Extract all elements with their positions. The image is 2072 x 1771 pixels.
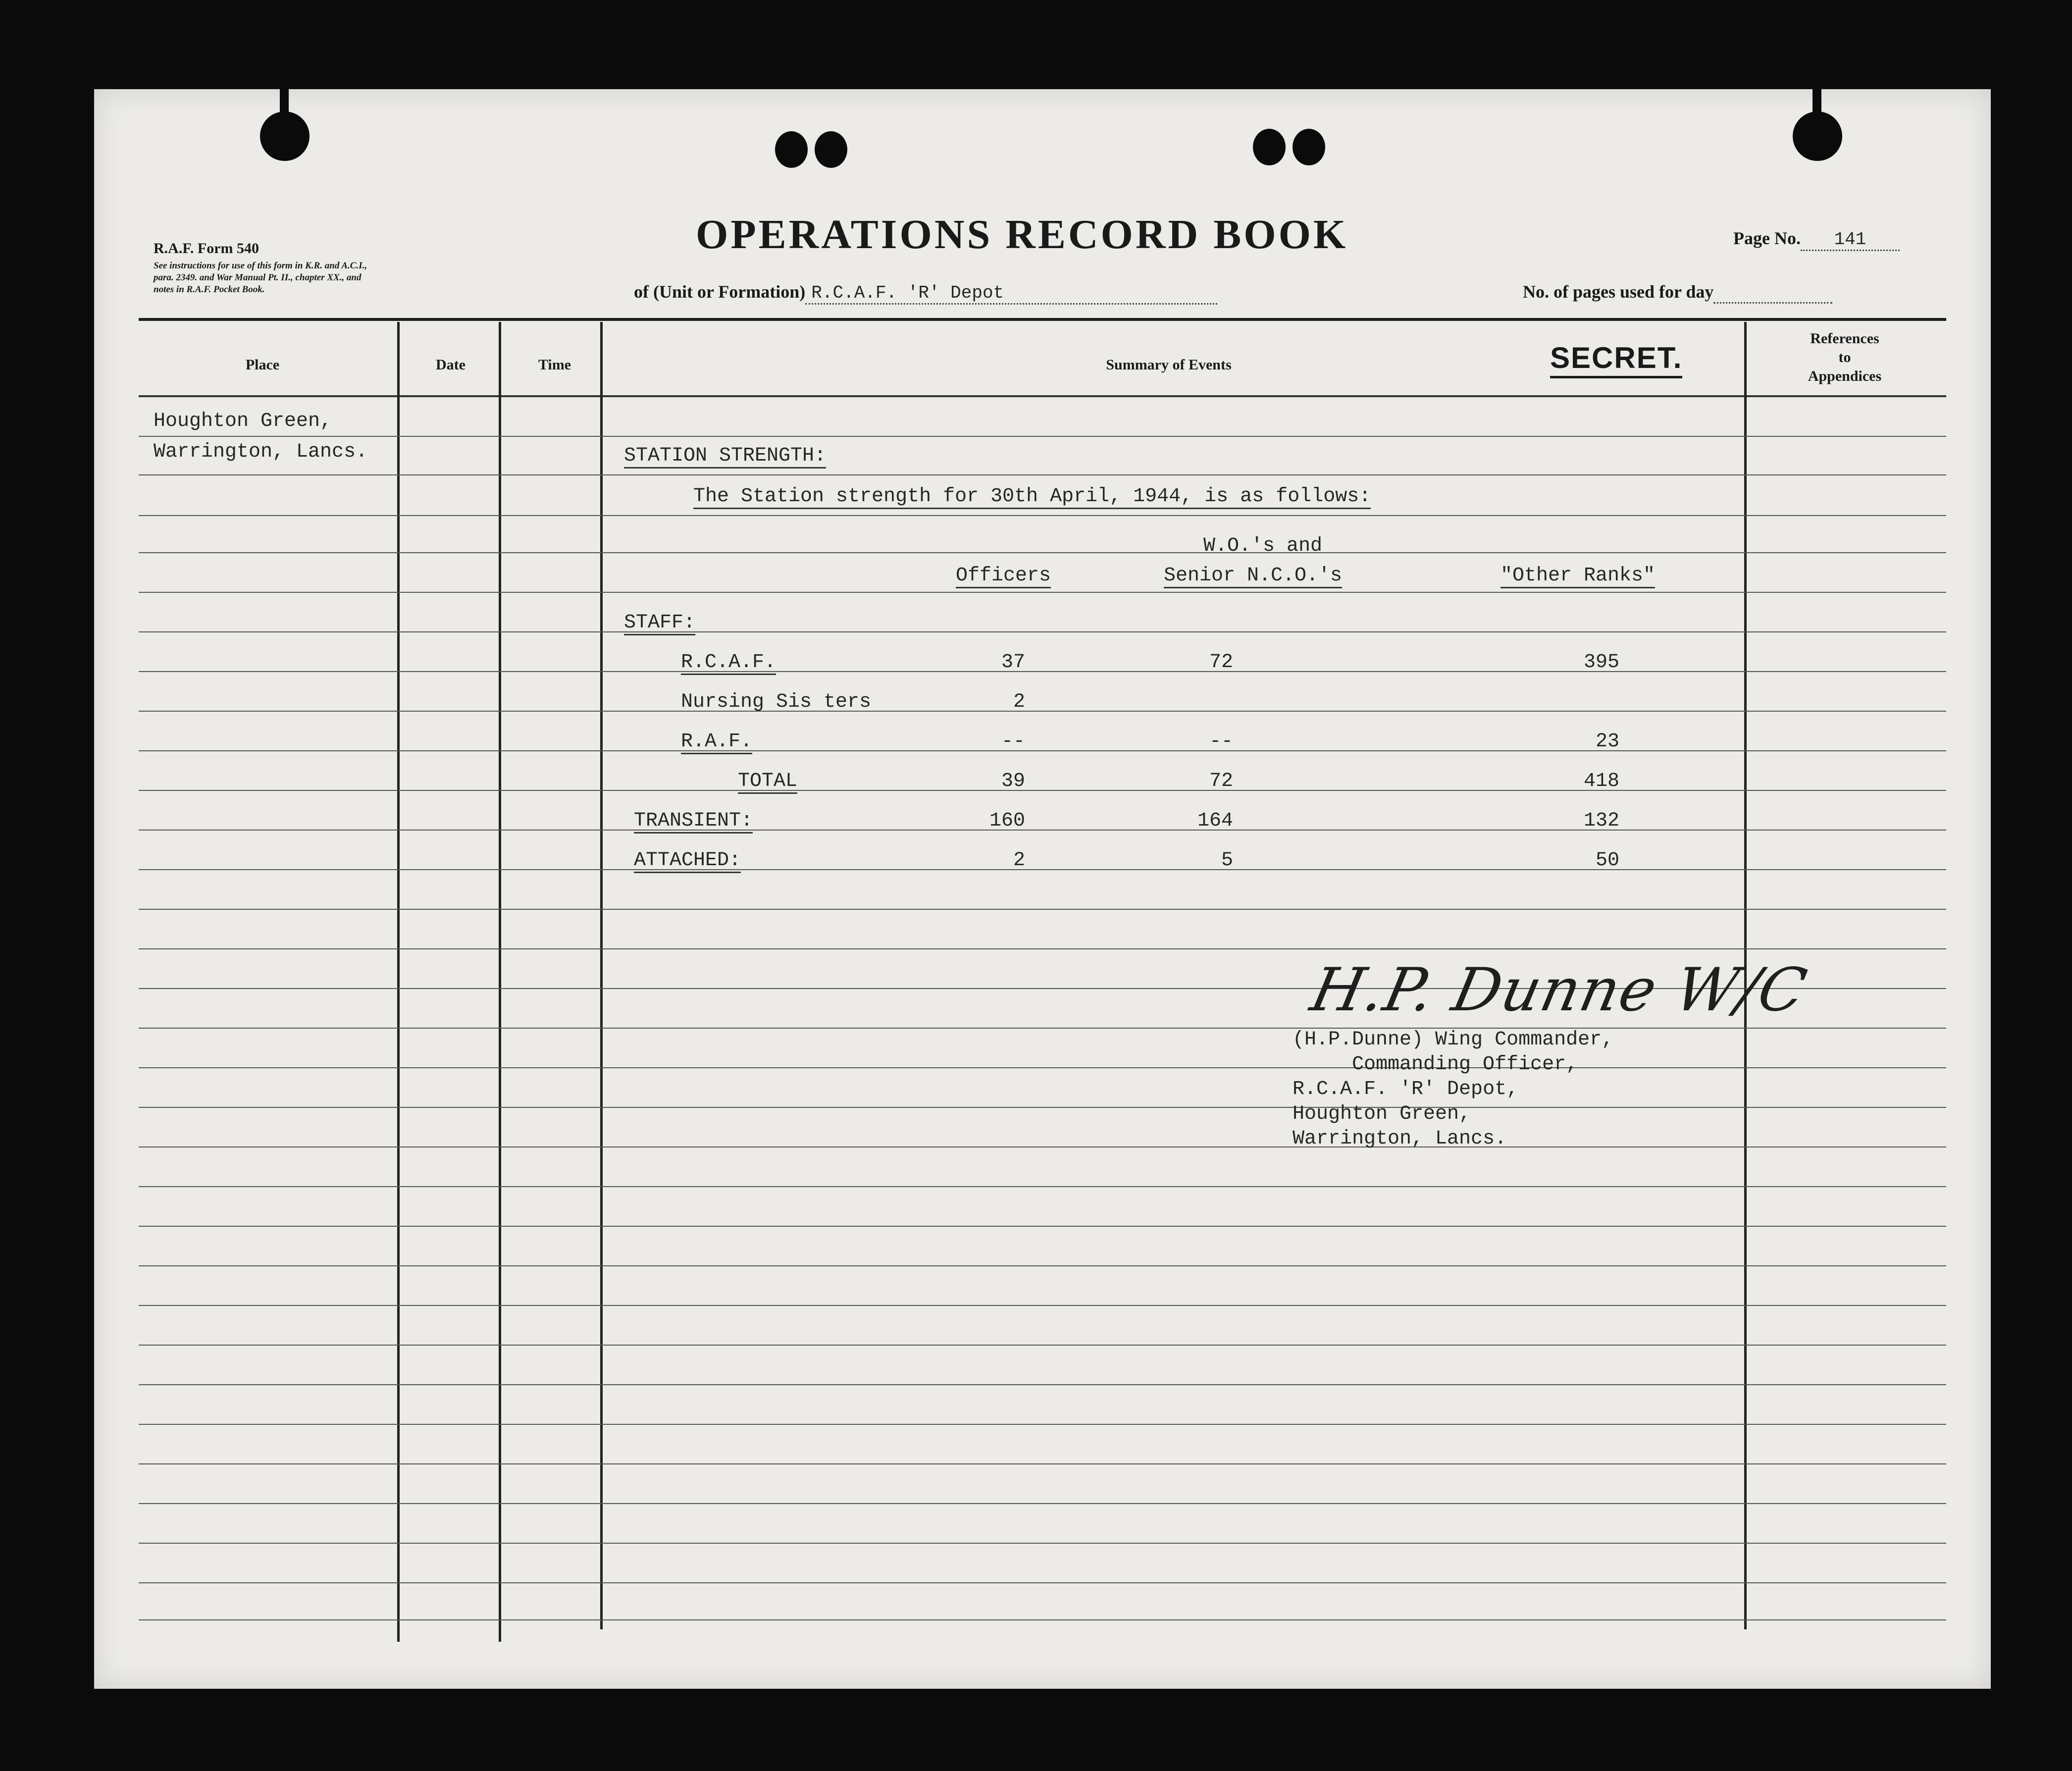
page-number: Page No. 141 bbox=[1733, 228, 1900, 251]
row-transient-wo: 164 bbox=[1197, 810, 1233, 832]
station-strength-intro: The Station strength for 30th April, 1944, is as follows: bbox=[693, 485, 1371, 509]
row-attached-officers: 2 bbox=[1013, 849, 1025, 872]
punch-hole bbox=[775, 131, 808, 168]
col-date: Date bbox=[436, 357, 466, 373]
binder-hole-left bbox=[260, 111, 310, 161]
row-attached-other: 50 bbox=[1595, 849, 1619, 872]
handwritten-signature: H.P. Dunne W/C bbox=[1305, 956, 1813, 1025]
form-instructions: See instructions for use of this form in K.R. and A.C.I., para. 2349. and War Manual Pt. II., chapter XX., and notes in R.A.F. Pocket Book. bbox=[154, 260, 367, 295]
row-label-nursing: Nursing Sis ters bbox=[681, 691, 872, 713]
row-total-wo: 72 bbox=[1209, 770, 1233, 792]
pages-used-line: No. of pages used for day bbox=[1523, 281, 1832, 304]
place-line-1: Houghton Green, bbox=[154, 410, 332, 432]
row-label-transient: TRANSIENT: bbox=[634, 810, 753, 833]
unit-value: R.C.A.F. 'R' Depot bbox=[805, 283, 1217, 305]
row-raf-other: 23 bbox=[1595, 730, 1619, 753]
secret-stamp: SECRET. bbox=[1550, 341, 1682, 378]
row-transient-officers: 160 bbox=[989, 810, 1025, 832]
col-wo-line1: W.O.'s and bbox=[1203, 535, 1323, 557]
row-rcaf-wo: 72 bbox=[1209, 651, 1233, 674]
divider-date bbox=[499, 322, 501, 1642]
row-rcaf-officers: 37 bbox=[1001, 651, 1025, 674]
station-strength-heading: STATION STRENGTH: bbox=[624, 445, 826, 469]
row-attached-wo: 5 bbox=[1221, 849, 1233, 872]
row-label-total: TOTAL bbox=[738, 770, 797, 794]
col-time: Time bbox=[538, 357, 571, 373]
row-total-officers: 39 bbox=[1001, 770, 1025, 792]
col-other-ranks: "Other Ranks" bbox=[1501, 565, 1655, 588]
place-line-2: Warrington, Lancs. bbox=[154, 441, 368, 463]
record-sheet bbox=[94, 89, 1991, 1689]
page-number-value: 141 bbox=[1801, 229, 1900, 251]
unit-line: of (Unit or Formation) R.C.A.F. 'R' Depot bbox=[634, 281, 1217, 305]
row-label-raf: R.A.F. bbox=[681, 730, 752, 754]
row-total-other: 418 bbox=[1583, 770, 1619, 792]
col-summary: Summary of Events bbox=[1106, 357, 1232, 373]
staff-label: STAFF: bbox=[624, 612, 695, 635]
col-officers: Officers bbox=[956, 565, 1051, 588]
row-label-rcaf: R.C.A.F. bbox=[681, 651, 776, 675]
column-header-rule bbox=[139, 395, 1946, 397]
punch-hole bbox=[1293, 129, 1325, 165]
col-place: Place bbox=[245, 357, 280, 373]
divider-place bbox=[397, 322, 400, 1642]
punch-hole bbox=[1253, 129, 1286, 165]
divider-time bbox=[600, 322, 603, 1629]
punch-hole bbox=[815, 131, 847, 168]
row-nursing-officers: 2 bbox=[1013, 691, 1025, 713]
form-number: R.A.F. Form 540 bbox=[154, 240, 259, 257]
row-rcaf-other: 395 bbox=[1583, 651, 1619, 674]
col-references: References to Appendices bbox=[1808, 330, 1882, 384]
row-transient-other: 132 bbox=[1583, 810, 1619, 832]
row-label-attached: ATTACHED: bbox=[634, 849, 741, 873]
signature-block: (H.P.Dunne) Wing Commander, Commanding Officer, R.C.A.F. 'R' Depot, Houghton Green, Warrington, Lancs. bbox=[1293, 1029, 1614, 1150]
page-title: OPERATIONS RECORD BOOK bbox=[696, 211, 1348, 258]
row-raf-officers: -- bbox=[1001, 730, 1025, 753]
header-rule bbox=[139, 318, 1946, 321]
col-wo-line2: Senior N.C.O.'s bbox=[1164, 565, 1342, 588]
binder-hole-right bbox=[1793, 111, 1842, 161]
row-raf-wo: -- bbox=[1209, 730, 1233, 753]
